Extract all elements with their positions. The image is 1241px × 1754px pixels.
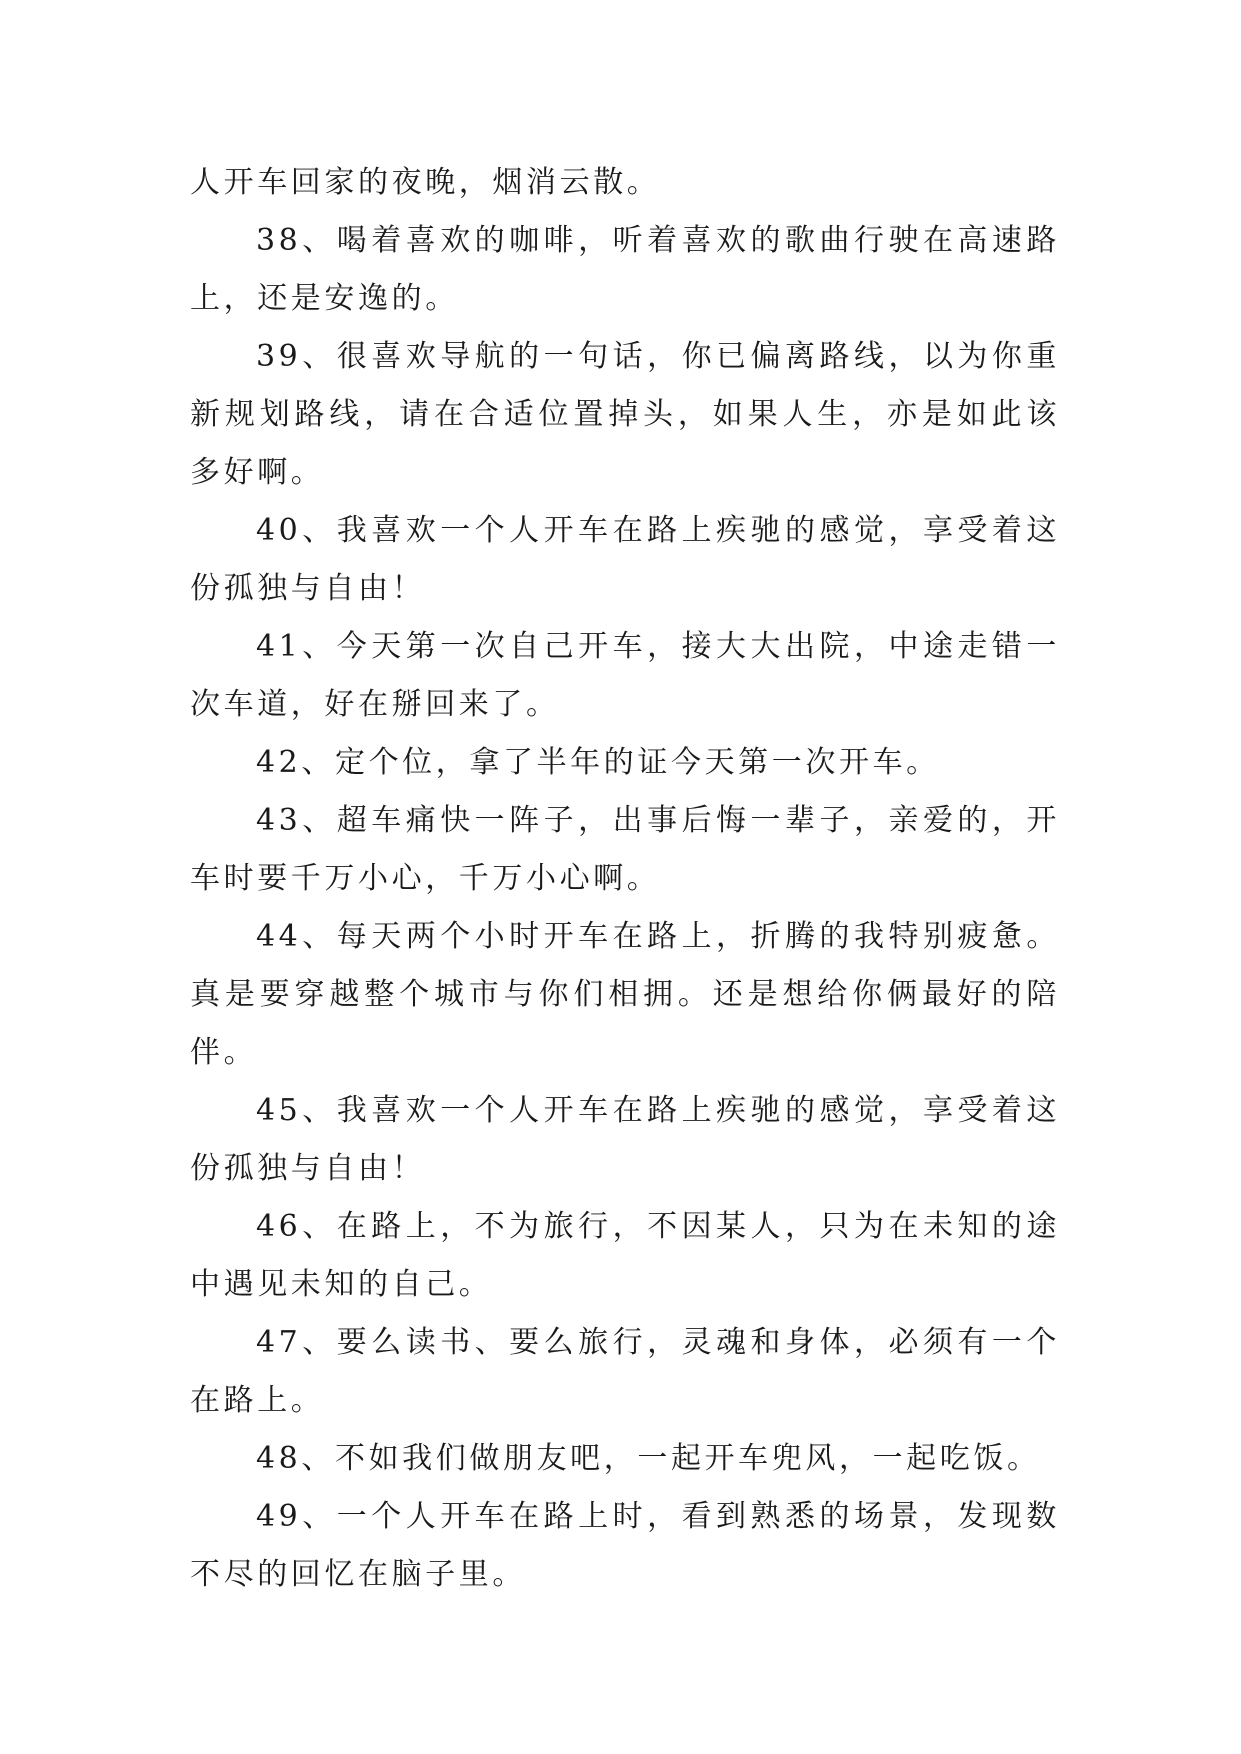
paragraph-item-45: 45、我喜欢一个人开车在路上疾驰的感觉，享受着这份孤独与自由！ [190, 1093, 1060, 1186]
paragraph-item-42: 42、定个位，拿了半年的证今天第一次开车。 [256, 745, 940, 780]
paragraph-continuation: 人开车回家的夜晚，烟消云散。 [190, 165, 661, 200]
paragraph-item-46: 46、在路上，不为旅行，不因某人，只为在未知的途中遇见未知的自己。 [190, 1209, 1060, 1302]
paragraph-item-40: 40、我喜欢一个人开车在路上疾驰的感觉，享受着这份孤独与自由！ [190, 513, 1060, 606]
paragraph-item-39: 39、很喜欢导航的一句话，你已偏离路线，以为你重新规划路线，请在合适位置掉头，如果人生，亦是如此该多好啊。 [190, 339, 1060, 490]
paragraph-item-48: 48、不如我们做朋友吧，一起开车兜风，一起吃饭。 [256, 1441, 1041, 1476]
document-body [190, 154, 1060, 1604]
paragraph-item-49: 49、一个人开车在路上时，看到熟悉的场景，发现数不尽的回忆在脑子里。 [190, 1499, 1060, 1592]
paragraph-item-41: 41、今天第一次自己开车，接大大出院，中途走错一次车道，好在掰回来了。 [190, 629, 1060, 722]
paragraph-item-43: 43、超车痛快一阵子，出事后悔一辈子，亲爱的，开车时要千万小心，千万小心啊。 [190, 803, 1060, 896]
paragraph-item-38: 38、喝着喜欢的咖啡，听着喜欢的歌曲行驶在高速路上，还是安逸的。 [190, 223, 1060, 316]
paragraph-item-47: 47、要么读书、要么旅行，灵魂和身体，必须有一个在路上。 [190, 1325, 1060, 1418]
paragraph-item-44: 44、每天两个小时开车在路上，折腾的我特别疲惫。真是要穿越整个城市与你们相拥。还是想给你俩最好的陪伴。 [190, 919, 1060, 1070]
